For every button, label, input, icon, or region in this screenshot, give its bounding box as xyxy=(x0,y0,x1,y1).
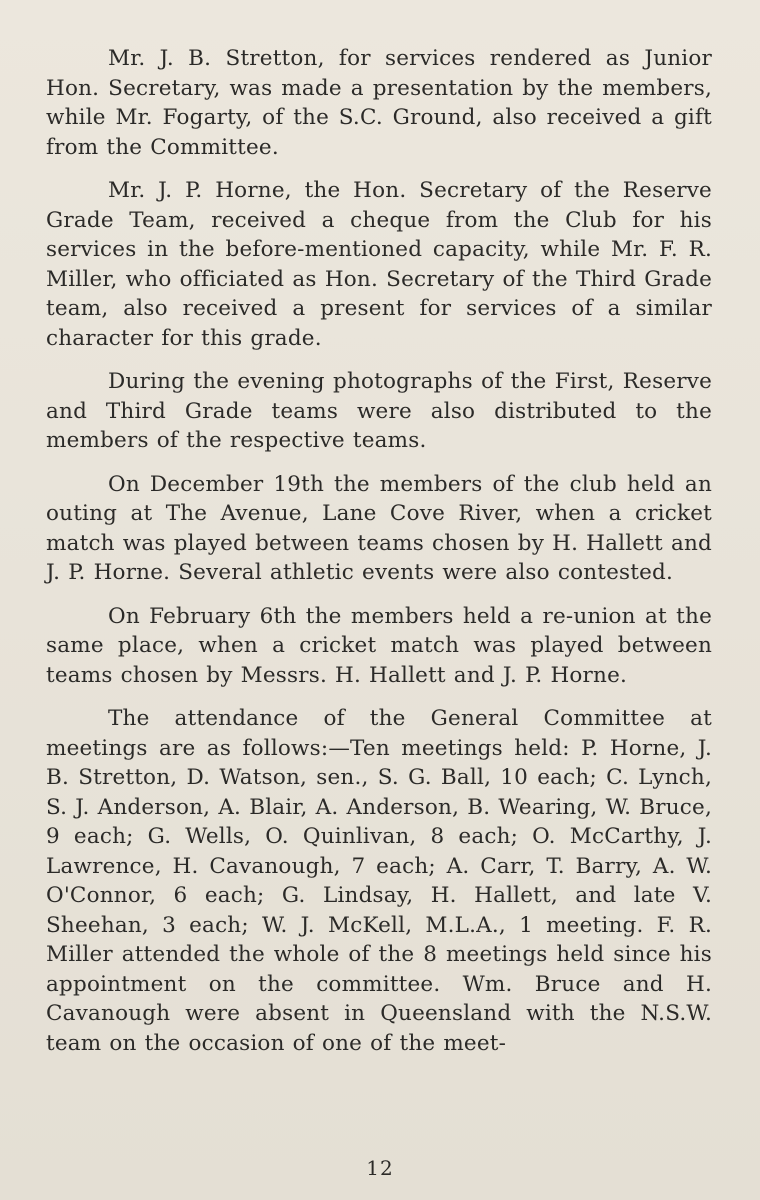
paragraph-team-photographs: During the evening photographs of the First, Reserve and Third Grade teams were also distributed to the members of the respective teams. xyxy=(46,369,712,453)
paragraph-horne-cheque: Mr. J. P. Horne, the Hon. Secretary of the Reserve Grade Team, received a cheque from the Club for his services in the before-mentioned capacity, while Mr. F. R. Miller, who officiated as Hon. Secretary of the Third Grade team, also received a present for services of a similar character for this grade. xyxy=(46,178,712,351)
paragraph-stretton-presentation: Mr. J. B. Stretton, for services rendered as Junior Hon. Secretary, was made a presentation by the members, while Mr. Fogarty, of the S.C. Ground, also received a gift from the Committee. xyxy=(46,46,712,160)
body-text xyxy=(46,44,712,1058)
paragraph-committee-attendance: The attendance of the General Committee at meetings are as follows:—Ten meetings held: P. Horne, J. B. Stretton, D. Watson, sen., S. G. Ball, 10 each; C. Lynch, S. J. Anderson, A. Blair, A. Anderson, B. Wearing, W. Bruce, 9 each; G. Wells, O. Quinlivan, 8 each; O. McCarthy, J. Lawrence, H. Cavanough, 7 each; A. Carr, T. Barry, A. W. O'Connor, 6 each; G. Lindsay, H. Hallett, and late V. Sheehan, 3 each; W. J. McKell, M.L.A., 1 meeting. F. R. Miller attended the whole of the 8 meetings held since his appointment on the committee. Wm. Bruce and H. Cavanough were absent in Queensland with the N.S.W. team on the occasion of one of the meet- xyxy=(46,706,712,1056)
page-number: 12 xyxy=(366,1156,394,1180)
paragraph-december-outing: On December 19th the members of the club held an outing at The Avenue, Lane Cove River, when a cricket match was played between teams chosen by H. Hallett and J. P. Horne. Several athletic events were also contested. xyxy=(46,471,712,585)
paragraph-february-reunion: On February 6th the members held a re-union at the same place, when a cricket match was played between teams chosen by Messrs. H. Hallett and J. P. Horne. xyxy=(46,603,712,688)
